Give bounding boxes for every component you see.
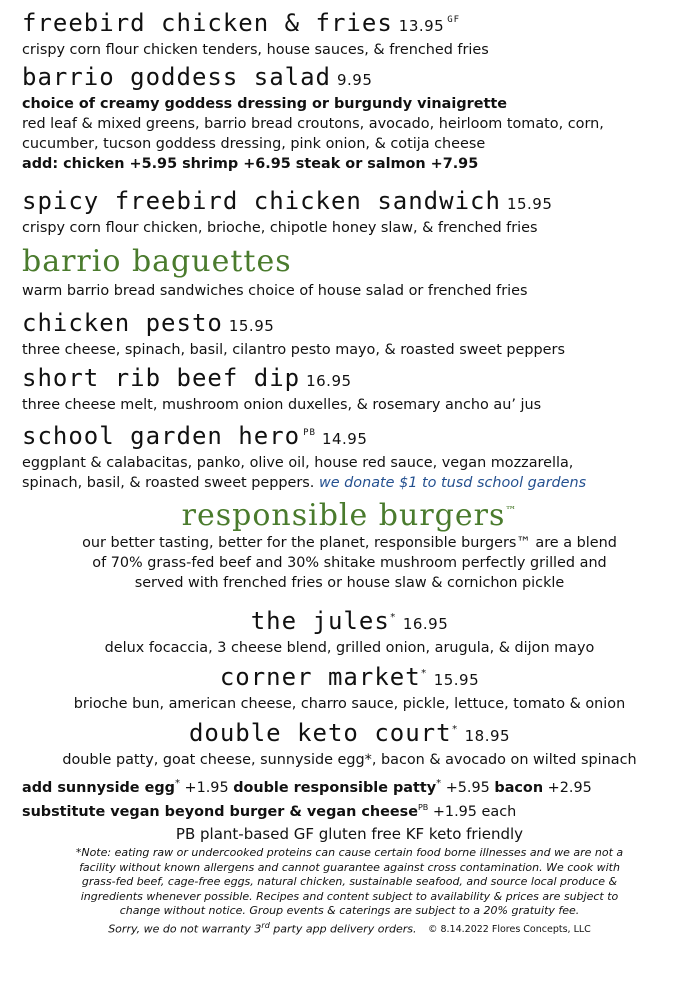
item-price: 18.95	[464, 727, 511, 745]
menu-item-double-keto-court	[0, 716, 699, 770]
addon-price: +2.95	[543, 779, 592, 796]
item-description: crispy corn flour chicken, brioche, chipotle honey slaw, & frenched fries	[22, 220, 538, 236]
item-description: double patty, goat cheese, sunnyside egg*, bacon & avocado on wilted spinach	[62, 752, 637, 768]
item-name: corner market	[219, 663, 421, 691]
section-intro-line: our better tasting, better for the planet, responsible burgers™ are a blend	[82, 535, 617, 551]
section-intro-line: of 70% grass-fed beef and 30% shitake mushroom perfectly grilled and	[92, 555, 607, 571]
item-description: delux focaccia, 3 cheese blend, grilled onion, arugula, & dijon mayo	[104, 640, 595, 656]
addon-label: add sunnyside egg	[22, 779, 175, 796]
menu-item-corner-market	[0, 660, 699, 714]
addon-label: substitute vegan beyond burger & vegan cheese	[22, 803, 418, 820]
burger-addons	[22, 774, 682, 822]
menu-item-spicy-sandwich	[22, 187, 682, 238]
item-price: 14.95	[321, 430, 368, 448]
item-name: school garden hero	[22, 422, 301, 450]
donation-note: we donate $1 to tusd school gardens	[318, 475, 587, 491]
item-name: chicken pesto	[22, 309, 223, 337]
raw-warning-mark: *	[174, 778, 180, 789]
item-name: freebird chicken & fries	[22, 9, 393, 37]
item-description: crispy corn flour chicken tenders, house sauces, & frenched fries	[22, 42, 489, 58]
menu-item-goddess-salad	[22, 63, 682, 174]
item-description-line: cucumber, tucson goddess dressing, pink onion, & cotija cheese	[22, 136, 486, 152]
raw-warning-mark: *	[451, 724, 459, 735]
section-intro: warm barrio bread sandwiches choice of house salad or frenched fries	[22, 283, 528, 299]
section-burgers	[0, 498, 699, 593]
item-description-line: red leaf & mixed greens, barrio bread croutons, avocado, heirloom tomato, corn,	[22, 116, 604, 132]
menu-item-short-rib	[22, 364, 682, 415]
item-name: spicy freebird chicken sandwich	[22, 187, 501, 215]
section-heading: responsible burgers	[181, 498, 506, 533]
footnote-line: grass-fed beef, cage-free eggs, natural chicken, sustainable seafood, and source local produce &	[81, 875, 618, 888]
footnote-line: party app delivery orders.	[269, 922, 417, 936]
diet-legend: PB plant-based GF gluten free KF keto friendly	[175, 825, 524, 843]
item-name: short rib beef dip	[22, 364, 301, 392]
diet-tag: GF	[447, 15, 461, 25]
item-name: double keto court	[188, 719, 452, 747]
item-description: three cheese melt, mushroom onion duxelles, & rosemary ancho au’ jus	[22, 397, 542, 413]
addon-price: +1.95 each	[428, 803, 517, 820]
menu-item-chicken-pesto	[22, 309, 682, 360]
addon-price: +1.95	[179, 779, 234, 796]
item-price: 15.95	[433, 671, 480, 689]
footnote-line: ingredients whenever possible. Recipes and content subject to availability & prices are subject to	[80, 889, 619, 903]
raw-warning-mark: *	[389, 612, 397, 623]
diet-tag: PB	[417, 802, 429, 812]
footnote-line: change without notice. Group events & caterings are subject to a 20% gratuity fee.	[119, 904, 580, 917]
section-intro-line: served with frenched fries or house slaw & cornichon pickle	[134, 575, 565, 591]
item-price: 16.95	[402, 615, 449, 633]
menu-item-school-garden-hero	[22, 419, 682, 493]
menu-item-freebird	[22, 6, 682, 60]
copyright: © 8.14.2022 Flores Concepts, LLC	[427, 924, 591, 936]
item-price: 15.95	[228, 317, 275, 335]
addon-label: double responsible patty	[233, 779, 437, 796]
footnote-block	[0, 846, 699, 938]
section-baguettes	[22, 244, 682, 301]
dressing-choice: choice of creamy goddess dressing or burgundy vinaigrette	[22, 96, 508, 112]
item-name: the jules	[250, 607, 390, 635]
trademark-mark: ™	[505, 504, 518, 517]
salad-addons: add: chicken +5.95 shrimp +6.95 steak or salmon +7.95	[22, 156, 479, 172]
addon-label: bacon	[494, 779, 544, 796]
item-description-line: eggplant & calabacitas, panko, olive oil, house red sauce, vegan mozzarella,	[22, 455, 574, 471]
item-price: 9.95	[336, 71, 373, 89]
item-price: 16.95	[306, 372, 352, 390]
item-price: 13.95	[398, 17, 445, 35]
footnote-line: *Note: eating raw or undercooked proteins can cause certain food borne illnesses and we are not a	[75, 846, 624, 859]
menu-item-the-jules	[0, 604, 699, 658]
footnote-line: Sorry, we do not warranty 3	[108, 922, 262, 936]
raw-warning-mark: *	[420, 668, 428, 679]
item-price: 15.95	[506, 195, 553, 213]
item-description: brioche bun, american cheese, charro sauce, pickle, lettuce, tomato & onion	[73, 696, 626, 712]
item-name: barrio goddess salad	[22, 63, 331, 91]
footnote-line: facility without known allergens and cannot guarantee against cross contamination. We cook with	[79, 860, 620, 874]
diet-tag: PB	[303, 428, 316, 438]
addon-price: +5.95	[441, 779, 495, 796]
item-description-line: spinach, basil, & roasted sweet peppers.	[22, 475, 315, 491]
section-heading: barrio baguettes	[22, 244, 292, 279]
item-description: three cheese, spinach, basil, cilantro pesto mayo, & roasted sweet peppers	[22, 342, 565, 358]
raw-warning-mark: *	[436, 778, 442, 789]
ordinal-suffix: rd	[261, 920, 270, 930]
